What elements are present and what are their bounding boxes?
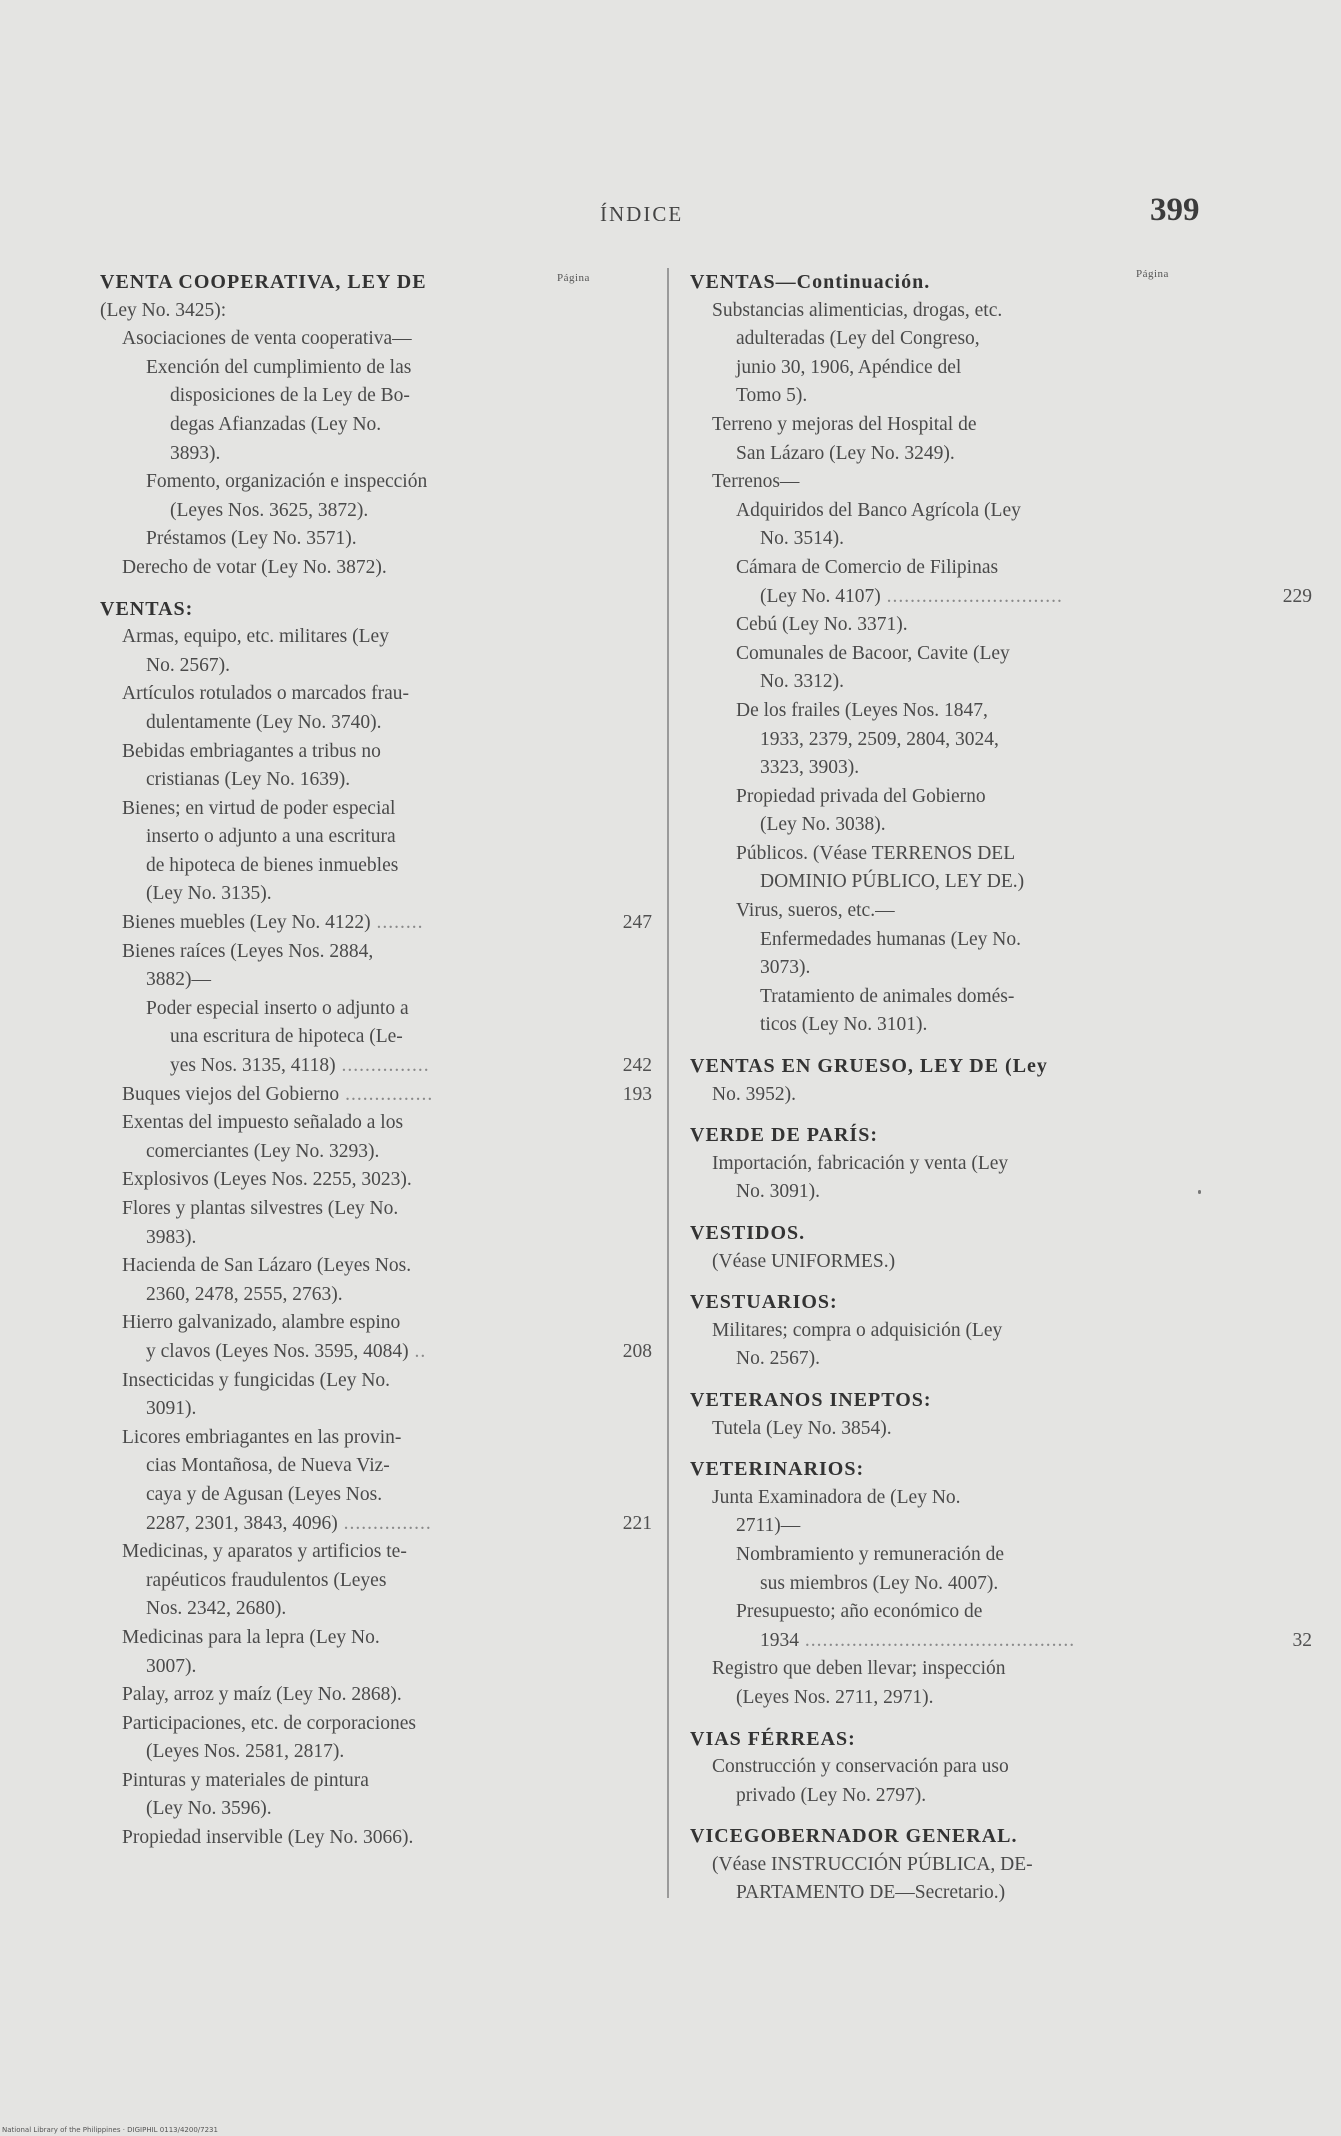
- index-entry: [100, 1795, 640, 1824]
- entry-text: inserto o adjunto a una escritura: [146, 826, 396, 848]
- index-entry: [100, 382, 640, 411]
- entry-text: Insecticidas y fungicidas (Ley No.: [122, 1369, 391, 1391]
- index-entry: [100, 623, 640, 652]
- index-heading: [690, 1822, 1200, 1851]
- entry-text: 3007).: [146, 1655, 197, 1677]
- entry-text: Bienes; en virtud de poder especial: [122, 797, 396, 819]
- entry-text: junio 30, 1906, Apéndice del: [736, 356, 962, 378]
- entry-text: VESTUARIOS:: [690, 1291, 838, 1314]
- index-entry: [100, 468, 640, 497]
- index-entry: [690, 983, 1200, 1012]
- entry-text: Cebú (Ley No. 3371).: [736, 614, 908, 636]
- entry-text: Hacienda de San Lázaro (Leyes Nos.: [122, 1255, 412, 1277]
- entry-text: Flores y plantas silvestres (Ley No.: [122, 1198, 399, 1219]
- index-entry: [100, 1481, 640, 1510]
- entry-text: Exentas del impuesto señalado a los: [122, 1112, 404, 1134]
- entry-text: y clavos (Leyes Nos. 3595, 4084): [146, 1340, 409, 1362]
- index-entry: [690, 1512, 1200, 1541]
- index-entry: [100, 652, 640, 681]
- entry-text: (Leyes Nos. 2711, 2971).: [736, 1686, 934, 1708]
- entry-text: comerciantes (Ley No. 3293).: [146, 1140, 380, 1162]
- running-head-title: ÍNDICE: [600, 202, 684, 226]
- entry-text: No. 3091).: [736, 1181, 820, 1203]
- index-entry: [100, 1081, 652, 1110]
- leader-dots: ...............: [337, 1512, 432, 1534]
- index-entry: [100, 909, 652, 938]
- entry-text: adulteradas (Ley del Congreso,: [736, 328, 980, 350]
- entry-text: San Lázaro (Ley No. 3249).: [736, 442, 955, 464]
- entry-text: Importación, fabricación y venta (Ley: [712, 1152, 1009, 1174]
- entry-text: Tomo 5).: [736, 385, 808, 407]
- entry-text: 3073).: [760, 957, 811, 979]
- page-reference: 193: [622, 1083, 652, 1105]
- entry-text: VETERANOS INEPTOS:: [690, 1388, 932, 1411]
- entry-text: (Ley No. 3596).: [146, 1798, 272, 1820]
- entry-text: Propiedad inservible (Ley No. 3066).: [122, 1827, 414, 1849]
- entry-text: Pinturas y materiales de pintura: [122, 1769, 369, 1791]
- index-heading: [100, 595, 640, 624]
- index-entry: [100, 1367, 640, 1396]
- index-entry: [690, 497, 1200, 526]
- leader-dots: ........: [370, 912, 424, 934]
- index-entry: [100, 1738, 640, 1767]
- index-entry: [100, 938, 640, 967]
- index-entry: [690, 811, 1200, 840]
- index-heading: [690, 1386, 1200, 1415]
- entry-text: de hipoteca de bienes inmuebles: [146, 854, 399, 876]
- entry-text: VETERINARIOS:: [690, 1458, 865, 1481]
- entry-text: Substancias alimenticias, drogas, etc.: [712, 299, 1003, 321]
- index-entry: [100, 1023, 640, 1052]
- entry-text: 3893).: [170, 442, 221, 464]
- entry-text: (Leyes Nos. 2581, 2817).: [146, 1741, 345, 1763]
- page-reference: 221: [622, 1512, 652, 1534]
- entry-text: DOMINIO PÚBLICO, LEY DE.): [760, 871, 1025, 893]
- index-entry: [690, 554, 1200, 583]
- index-entry: [100, 680, 640, 709]
- leader-dots: ...............: [339, 1083, 434, 1105]
- entry-text: Fomento, organización e inspección: [146, 471, 428, 493]
- entry-text: Medicinas, y aparatos y artificios te-: [122, 1541, 407, 1563]
- index-entry: [100, 1338, 652, 1367]
- index-entry: [690, 1415, 1200, 1444]
- entry-text: Tratamiento de animales domés-: [760, 985, 1015, 1007]
- entry-text: Palay, arroz y maíz (Ley No. 2868).: [122, 1684, 402, 1706]
- entry-text: Poder especial inserto o adjunto a: [146, 997, 409, 1019]
- index-entry: [100, 880, 640, 909]
- leader-dots: ..............................................: [799, 1629, 1076, 1651]
- index-entry: [690, 1081, 1200, 1110]
- index-entry: [100, 554, 640, 583]
- entry-text: Medicinas para la lepra (Ley No.: [122, 1626, 380, 1648]
- entry-text: Bienes raíces (Leyes Nos. 2884,: [122, 940, 374, 962]
- index-entry: [100, 852, 640, 881]
- index-entry: [690, 1345, 1200, 1374]
- entry-text: Públicos. (Véase TERRENOS DEL: [736, 842, 1016, 864]
- entry-text: Nombramiento y remuneración de: [736, 1543, 1005, 1565]
- index-heading: [690, 1121, 1200, 1150]
- entry-text: rapéuticos fraudulentos (Leyes: [146, 1569, 387, 1591]
- index-entry: [100, 1624, 640, 1653]
- entry-text: (Véase INSTRUCCIÓN PÚBLICA, DE-: [712, 1853, 1033, 1875]
- index-heading: [690, 268, 1200, 297]
- index-entry: [100, 1710, 640, 1739]
- index-entry: [690, 583, 1312, 612]
- entry-text: Bienes muebles (Ley No. 4122): [122, 912, 371, 934]
- entry-text: Junta Examinadora de (Ley No.: [712, 1486, 961, 1508]
- index-entry: [690, 411, 1200, 440]
- index-entry: [100, 966, 640, 995]
- entry-text: Licores embriagantes en las provin-: [122, 1426, 402, 1448]
- index-entry: [100, 1452, 640, 1481]
- entry-text: Armas, equipo, etc. militares (Ley: [122, 626, 389, 648]
- index-entry: [100, 297, 640, 326]
- index-entry: [690, 1782, 1200, 1811]
- entry-text: Adquiridos del Banco Agrícola (Ley: [736, 499, 1021, 521]
- entry-text: Artículos rotulados o marcados frau-: [122, 683, 409, 705]
- index-column-left: [100, 268, 652, 1853]
- entry-text: VENTAS:: [100, 597, 194, 620]
- index-entry: [100, 1538, 640, 1567]
- index-entry: [690, 297, 1200, 326]
- entry-text: 1934: [760, 1629, 799, 1651]
- index-entry: [100, 795, 640, 824]
- entry-text: (Ley No. 3135).: [146, 883, 272, 905]
- index-entry: [100, 1595, 640, 1624]
- index-entry: [100, 1424, 640, 1453]
- entry-text: VESTIDOS.: [690, 1222, 806, 1244]
- index-entry: [690, 954, 1200, 983]
- index-entry: [690, 1248, 1200, 1277]
- index-entry: [690, 611, 1200, 640]
- entry-text: 3091).: [146, 1398, 197, 1420]
- column-divider: [667, 268, 669, 1898]
- index-entry: [690, 440, 1200, 469]
- index-entry: [690, 726, 1200, 755]
- index-entry: [100, 766, 640, 795]
- index-entry: [690, 840, 1200, 869]
- index-entry: [690, 1598, 1200, 1627]
- index-entry: [100, 738, 640, 767]
- index-entry: [690, 1150, 1200, 1179]
- index-entry: [100, 1224, 640, 1253]
- entry-text: VIAS FÉRREAS:: [690, 1727, 856, 1750]
- entry-text: PARTAMENTO DE—Secretario.): [736, 1882, 1006, 1904]
- entry-text: Construcción y conservación para uso: [712, 1756, 1009, 1778]
- index-entry: [100, 1309, 640, 1338]
- index-entry: [100, 1109, 640, 1138]
- index-entry: [100, 1510, 652, 1539]
- leader-dots: ..: [408, 1340, 427, 1362]
- index-entry: [690, 754, 1200, 783]
- index-entry: [690, 897, 1200, 926]
- index-entry: [690, 1011, 1200, 1040]
- entry-text: Terrenos—: [712, 471, 800, 493]
- index-heading: [690, 1455, 1200, 1484]
- index-entry: [100, 1767, 640, 1796]
- entry-text: 2711)—: [736, 1515, 801, 1537]
- index-entry: [690, 868, 1200, 897]
- index-entry: [100, 1567, 640, 1596]
- index-entry: [100, 354, 640, 383]
- index-heading: [690, 1219, 1200, 1248]
- index-entry: [100, 497, 640, 526]
- index-entry: [100, 1281, 640, 1310]
- index-entry: [100, 709, 640, 738]
- entry-text: Explosivos (Leyes Nos. 2255, 3023).: [122, 1169, 412, 1191]
- entry-text: dulentamente (Ley No. 3740).: [146, 711, 382, 733]
- entry-text: 3882)—: [146, 969, 211, 991]
- page-reference: 32: [1292, 1629, 1312, 1651]
- entry-text: No. 3514).: [760, 528, 844, 550]
- entry-text: Asociaciones de venta cooperativa—: [122, 328, 412, 350]
- entry-text: Presupuesto; año económico de: [736, 1601, 983, 1623]
- entry-text: (Ley No. 4107): [760, 585, 881, 607]
- entry-text: sus miembros (Ley No. 4007).: [760, 1572, 999, 1594]
- entry-text: (Véase UNIFORMES.): [712, 1250, 896, 1272]
- index-entry: [100, 1653, 640, 1682]
- index-entry: [690, 1851, 1200, 1880]
- leader-dots: ...............: [335, 1055, 430, 1077]
- index-entry: [100, 525, 640, 554]
- index-entry: [690, 354, 1200, 383]
- index-entry: [100, 1252, 640, 1281]
- entry-text: Hierro galvanizado, alambre espino: [122, 1312, 401, 1334]
- entry-text: disposiciones de la Ley de Bo-: [170, 385, 410, 407]
- index-entry: [690, 468, 1200, 497]
- index-entry: [690, 1178, 1200, 1207]
- index-entry: [100, 1681, 640, 1710]
- index-entry: [100, 325, 640, 354]
- page-reference: 247: [622, 912, 652, 934]
- digitization-footer: National Library of the Philippines · DIGIPHIL 0113/4200/7231: [2, 2126, 218, 2134]
- entry-text: ticos (Ley No. 3101).: [760, 1014, 928, 1036]
- pagina-label-right: Página: [1136, 268, 1169, 280]
- index-entry: [100, 1824, 640, 1853]
- entry-text: cristianas (Ley No. 1639).: [146, 769, 351, 791]
- index-entry: [690, 640, 1200, 669]
- entry-text: Tutela (Ley No. 3854).: [712, 1417, 892, 1439]
- page-reference: 208: [622, 1340, 652, 1362]
- entry-text: (Leyes Nos. 3625, 3872).: [170, 499, 369, 521]
- entry-text: 2287, 2301, 3843, 4096): [146, 1512, 338, 1534]
- index-entry: [690, 382, 1200, 411]
- entry-text: Buques viejos del Gobierno: [122, 1083, 340, 1105]
- entry-text: cias Montañosa, de Nueva Viz-: [146, 1455, 390, 1477]
- entry-text: Virus, sueros, etc.—: [736, 900, 895, 922]
- entry-text: (Ley No. 3425):: [100, 299, 227, 321]
- running-head: [0, 192, 1341, 238]
- entry-text: Militares; compra o adquisición (Ley: [712, 1319, 1003, 1341]
- entry-text: caya y de Agusan (Leyes Nos.: [146, 1483, 383, 1505]
- entry-text: VERDE DE PARÍS:: [690, 1124, 878, 1147]
- index-heading: [690, 1288, 1200, 1317]
- index-entry: [100, 823, 640, 852]
- index-entry: [690, 926, 1200, 955]
- page-number: 399: [1150, 192, 1200, 228]
- leader-dots: ..............................: [880, 585, 1063, 607]
- entry-text: VENTAS EN GRUESO, LEY DE (Ley: [690, 1055, 1048, 1078]
- entry-text: No. 3312).: [760, 671, 844, 693]
- index-entry: [690, 1753, 1200, 1782]
- index-entry: [100, 1052, 652, 1081]
- index-entry: [690, 1570, 1200, 1599]
- entry-text: 3323, 3903).: [760, 757, 860, 779]
- index-entry: [100, 1395, 640, 1424]
- entry-text: 3983).: [146, 1226, 197, 1248]
- index-entry: [690, 525, 1200, 554]
- index-heading: [100, 268, 640, 297]
- entry-text: Participaciones, etc. de corporaciones: [122, 1712, 416, 1734]
- index-heading: [690, 1725, 1200, 1754]
- index-entry: [690, 1684, 1200, 1713]
- index-entry: [690, 1879, 1200, 1908]
- entry-text: No. 3952).: [712, 1083, 796, 1105]
- index-entry: [690, 697, 1200, 726]
- index-entry: [690, 1627, 1312, 1656]
- entry-text: Registro que deben llevar; inspección: [712, 1658, 1006, 1680]
- index-entry: [690, 1317, 1200, 1346]
- entry-text: Derecho de votar (Ley No. 3872).: [122, 556, 387, 578]
- entry-text: Préstamos (Ley No. 3571).: [146, 528, 357, 550]
- entry-text: Enfermedades humanas (Ley No.: [760, 928, 1021, 950]
- index-entry: [690, 668, 1200, 697]
- index-entry: [690, 1655, 1200, 1684]
- index-column-right: [690, 268, 1312, 1908]
- index-entry: [100, 1195, 640, 1224]
- index-entry: [100, 1166, 640, 1195]
- index-entry: [100, 1138, 640, 1167]
- entry-text: Comunales de Bacoor, Cavite (Ley: [736, 642, 1010, 664]
- index-entry: [690, 783, 1200, 812]
- index-entry: [690, 1541, 1200, 1570]
- entry-text: Terreno y mejoras del Hospital de: [712, 413, 977, 435]
- entry-text: (Ley No. 3038).: [760, 814, 886, 836]
- entry-text: VENTAS—Continuación.: [690, 271, 931, 293]
- page-reference: 229: [1282, 585, 1312, 607]
- entry-text: Bebidas embriagantes a tribus no: [122, 740, 381, 762]
- index-entry: [100, 440, 640, 469]
- index-entry: [100, 995, 640, 1024]
- entry-text: 1933, 2379, 2509, 2804, 3024,: [760, 728, 999, 750]
- pagina-label-left: Página: [557, 272, 590, 284]
- entry-text: Propiedad privada del Gobierno: [736, 785, 986, 807]
- entry-text: De los frailes (Leyes Nos. 1847,: [736, 699, 988, 721]
- entry-text: VICEGOBERNADOR GENERAL.: [690, 1825, 1018, 1848]
- index-heading: [690, 1052, 1200, 1081]
- index-entry: [100, 411, 640, 440]
- paper-speck: [1198, 1190, 1201, 1194]
- entry-text: Exención del cumplimiento de las: [146, 356, 412, 378]
- page-reference: 242: [622, 1055, 652, 1077]
- entry-text: yes Nos. 3135, 4118): [170, 1055, 336, 1077]
- entry-text: degas Afianzadas (Ley No.: [170, 413, 382, 435]
- entry-text: privado (Ley No. 2797).: [736, 1784, 927, 1806]
- index-entry: [690, 1484, 1200, 1513]
- index-entry: [690, 325, 1200, 354]
- entry-text: VENTA COOPERATIVA, LEY DE: [100, 271, 427, 293]
- entry-text: No. 2567).: [146, 654, 230, 676]
- entry-text: No. 2567).: [736, 1348, 820, 1370]
- entry-text: Nos. 2342, 2680).: [146, 1598, 287, 1620]
- entry-text: Cámara de Comercio de Filipinas: [736, 556, 999, 578]
- entry-text: 2360, 2478, 2555, 2763).: [146, 1283, 343, 1305]
- entry-text: una escritura de hipoteca (Le-: [170, 1026, 403, 1048]
